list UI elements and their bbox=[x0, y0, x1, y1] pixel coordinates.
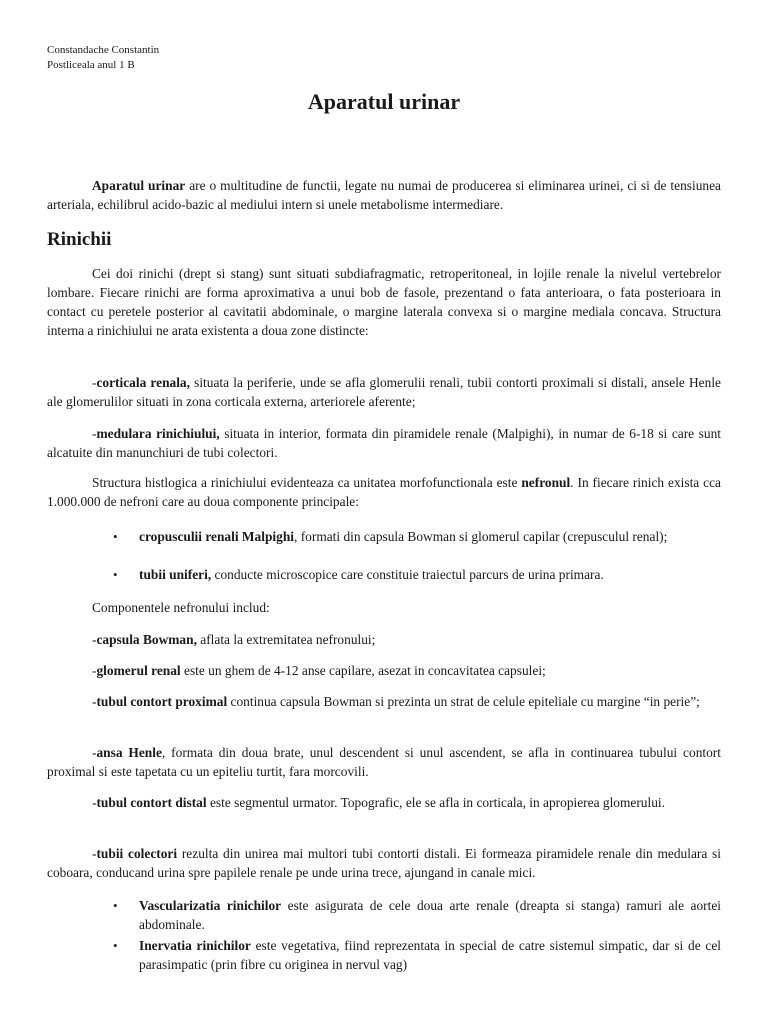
bullet-text: este asigurata de cele doua arte renale (dreapta si stanga) ramuri ale aortei abdominale. bbox=[139, 898, 722, 932]
paragraph-medulara bbox=[47, 424, 721, 462]
paragraph-tubi-colectori bbox=[47, 844, 721, 882]
paragraph-text: aflata la extremitatea nefronului; bbox=[196, 632, 376, 647]
author-name: Constandache Constantin bbox=[47, 44, 160, 56]
bullet-term: cropusculii renali Malpighi bbox=[139, 529, 295, 544]
term-tub-distal: tubul contort distal bbox=[96, 795, 207, 810]
bullet-item bbox=[113, 527, 721, 546]
dash-prefix: - bbox=[92, 426, 97, 441]
bullet-item bbox=[113, 565, 721, 584]
paragraph-text: Componentele nefronului includ: bbox=[92, 600, 270, 615]
dash-prefix: - bbox=[92, 375, 97, 390]
paragraph-text: Cei doi rinichi (drept si stang) sunt situati subdiafragmatic, retroperitoneal, in lojile renale la nivelul vertebrelor lombare. Fiecare rinichi are forma aproximativa a unui bob de fasole, prezentand o fata anterioara, o fata posterioara in contact cu peretele posterior al cavitatii abdominale, o margine laterala convexa si o margine mediala concava. Structura interna a rinichiului ne arata existenta a doua zone distincte: bbox=[47, 266, 721, 338]
bullet-item bbox=[113, 896, 721, 934]
term-capsula: capsula Bowman, bbox=[96, 632, 197, 647]
paragraph-ansa-henle bbox=[47, 743, 721, 781]
term-tubi-colectori: tubii colectori bbox=[96, 846, 178, 861]
paragraph-text: Structura histlogica a rinichiului evidenteaza ca unitatea morfofunctionala este bbox=[92, 475, 522, 490]
bullet-term: tubii uniferi, bbox=[139, 567, 212, 582]
paragraph-componente bbox=[47, 598, 721, 617]
intro-paragraph bbox=[47, 176, 721, 214]
paragraph-tub-proximal bbox=[47, 692, 721, 711]
paragraph-text: este un ghem de 4-12 anse capilare, asezat in concavitatea capsulei; bbox=[180, 663, 546, 678]
bullet-text: , formati din capsula Bowman si glomerul capilar (crepusculul renal); bbox=[294, 529, 668, 544]
section-heading: Rinichii bbox=[47, 229, 112, 250]
paragraph-text-2: . In fiecare rinich exista cca 1.000.000 de nefroni care au doua componente principale: bbox=[47, 475, 721, 509]
document-title: Aparatul urinar bbox=[307, 89, 461, 114]
paragraph-text: continua capsula Bowman si prezinta un strat de celule epiteliale cu margine “in perie”; bbox=[227, 694, 700, 709]
paragraph-text: rezulta din unirea mai multori tubi contorti distali. Ei formeaza piramidele renale din medulara si coboara, conducand urina spre papilele renale pe unde urina trece, ajungand in canale mici. bbox=[47, 846, 721, 880]
term-nefronul: nefronul bbox=[521, 475, 571, 490]
bullet-text: conducte microscopice care constituie traiectul parcurs de urina primara. bbox=[211, 567, 604, 582]
term-ansa-henle: ansa Henle bbox=[96, 745, 162, 760]
dash-prefix: - bbox=[92, 694, 97, 709]
dash-prefix: - bbox=[92, 745, 97, 760]
paragraph-text: situata in interior, formata din piramidele renale (Malpighi), in numar de 6-18 si care sunt alcatuite din manunchiuri de tubi colectori. bbox=[47, 426, 721, 460]
intro-text: are o multitudine de functii, legate nu numai de producerea si eliminarea urinei, ci si de tensiunea arteriala, echilibrul acido-bazic al mediului intern si unele metabolisme intermediare. bbox=[47, 178, 721, 212]
paragraph-text: situata la periferie, unde se afla glomerulii renali, tubii contorti proximali si distali, ansele Henle ale glomerulilor situati in zona corticala externa, arteriorele aferente; bbox=[47, 375, 721, 409]
intro-term: Aparatul urinar bbox=[92, 178, 186, 193]
bullet-icon: • bbox=[113, 567, 118, 582]
bullet-text: este vegetativa, fiind reprezentata in special de catre sistemul simpatic, dar si de cel parasimpatic (prin fibre cu originea in nervul vag) bbox=[139, 938, 721, 972]
class-info: Postliceala anul 1 B bbox=[47, 59, 135, 71]
paragraph-rinichi-description bbox=[47, 264, 721, 340]
dash-prefix: - bbox=[92, 846, 97, 861]
dash-prefix: - bbox=[92, 795, 97, 810]
bullet-icon: • bbox=[113, 898, 118, 913]
bullet-term: Inervatia rinichilor bbox=[139, 938, 251, 953]
paragraph-tub-distal bbox=[47, 793, 721, 812]
term-medulara: medulara rinichiului, bbox=[96, 426, 220, 441]
term-tub-proximal: tubul contort proximal bbox=[96, 694, 228, 709]
paragraph-capsula bbox=[47, 630, 721, 649]
author-header bbox=[47, 43, 159, 73]
paragraph-structura bbox=[47, 473, 721, 511]
dash-prefix: - bbox=[92, 632, 97, 647]
dash-prefix: - bbox=[92, 663, 97, 678]
bullet-term: Vascularizatia rinichilor bbox=[139, 898, 282, 913]
term-corticala: corticala renala, bbox=[96, 375, 190, 390]
bullet-item bbox=[113, 936, 721, 974]
term-glomerul: glomerul renal bbox=[96, 663, 181, 678]
bullet-icon: • bbox=[113, 529, 118, 544]
paragraph-text: este segmentul urmator. Topografic, ele se afla in corticala, in apropierea glomerului. bbox=[206, 795, 665, 810]
paragraph-text: , formata din doua brate, unul descendent si unul ascendent, se afla in continuarea tubului contort proximal si este tapetata cu un epiteliu turtit, fara morcovili. bbox=[47, 745, 721, 779]
paragraph-glomerul bbox=[47, 661, 721, 680]
bullet-icon: • bbox=[113, 938, 118, 953]
paragraph-corticala bbox=[47, 373, 721, 411]
